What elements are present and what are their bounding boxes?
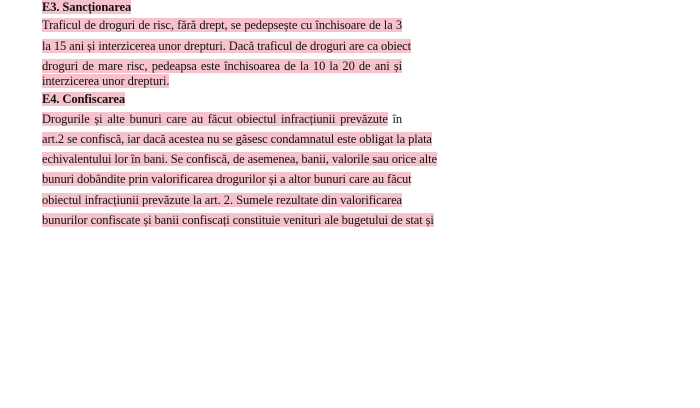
doc-line-8	[42, 132, 432, 147]
highlight: Drogurile și alte bunuri care au făcut obiectul infracțiunii prevăzute	[42, 112, 388, 126]
doc-line-9	[42, 152, 437, 167]
doc-line-11	[42, 193, 402, 208]
doc-line-7	[42, 112, 402, 127]
doc-line-4	[42, 59, 402, 74]
highlight: obiectul infracțiunii prevăzute la art. 2. Sumele rezultate din valorificarea	[42, 193, 402, 207]
doc-line-5	[42, 74, 402, 89]
highlight: Traficul de droguri de risc, fără drept, se pedepsește cu închisoare de la 3	[42, 18, 402, 32]
highlight: art.2 se confiscă, iar dacă acestea nu se găsesc condamnatul este obligat la plata	[42, 132, 432, 146]
doc-line-13	[42, 215, 402, 230]
highlight: E4. Confiscarea	[42, 92, 125, 106]
highlight: interzicerea unor drepturi.	[42, 74, 170, 88]
doc-line-2	[42, 18, 402, 33]
doc-line-10	[42, 172, 412, 187]
highlight: la 15 ani și interzicerea unor drepturi. Dacă traficul de droguri are ca obiect	[42, 39, 411, 53]
highlight: bunurilor confiscate și banii confiscați constituie venituri ale bugetului de stat și	[42, 213, 434, 227]
doc-line-3	[42, 39, 411, 54]
highlight: bunuri dobândite prin valorificarea drogurilor și a altor bunuri care au făcut	[42, 172, 412, 186]
plain-text: în	[387, 112, 402, 126]
doc-line-6	[42, 92, 402, 107]
highlight: droguri de mare risc, pedeapsa este închisoarea de la 10 la 20 de ani și	[42, 59, 402, 73]
highlight: echivalentului lor în bani. Se confiscă, de asemenea, banii, valorile sau orice alte	[42, 152, 437, 166]
highlight: E3. Sancționarea	[42, 0, 132, 14]
doc-line-1	[42, 0, 402, 15]
